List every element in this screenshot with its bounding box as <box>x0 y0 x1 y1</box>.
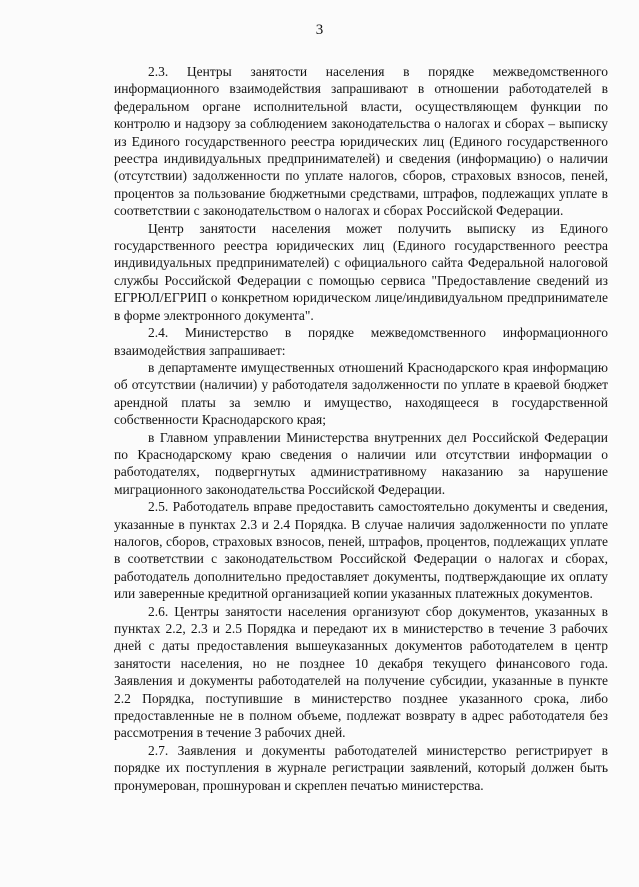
paragraph-egrul-extract: Центр занятости населения может получить выписку из Единого государственного реестра юридических лиц (Единого государственного реестра индивидуальных предпринимателей) с официального сайта Федеральной налоговой службы Российской Федерации с помощью сервиса "Предоставление сведений из ЕГРЮЛ/ЕГРИП о конкретном юридическом лице/индивидуальном предпринимателе в форме электронного документа". <box>114 220 608 323</box>
paragraph-2-5: 2.5. Работодатель вправе предоставить самостоятельно документы и сведения, указанные в пунктах 2.3 и 2.4 Порядка. В случае наличия задолженности по уплате налогов, сборов, страховых взносов, пеней, штрафов, процентов, подлежащих уплате в соответствии с законодательством Российской Федерации о налогах и сборах, работодатель дополнительно предоставляет документы, подтверждающие их оплату или заверенные кредитной организацией копии указанных платежных документов. <box>114 499 608 602</box>
document-body <box>114 63 608 794</box>
paragraph-2-4: 2.4. Министерство в порядке межведомственного информационного взаимодействия запрашивает: <box>114 325 608 358</box>
paragraph-2-7: 2.7. Заявления и документы работодателей министерство регистрирует в порядке их поступления в журнале регистрации заявлений, который должен быть пронумерован, прошнурован и скреплен печатью министерства. <box>114 742 608 793</box>
paragraph-property-department: в департаменте имущественных отношений Краснодарского края информацию об отсутствии (наличии) у работодателя задолженности по уплате в краевой бюджет арендной платы за землю и имущество, находящееся в государственной собственности Краснодарского края; <box>114 359 608 428</box>
paragraph-mvd-department: в Главном управлении Министерства внутренних дел Российской Федерации по Краснодарскому краю сведения о наличии или отсутствии информации о работодателях, подвергнутых административному наказанию за нарушение миграционного законодательства Российской Федерации. <box>114 429 608 497</box>
paragraph-2-3: 2.3. Центры занятости населения в порядке межведомственного информационного взаимодействия запрашивают в отношении работодателей в федеральном органе исполнительной власти, осуществляющем функции по контролю и надзору за соблюдением законодательства о налогах и сборах – выписку из Единого государственного реестра юридических лиц (Единого государственного реестра индивидуальных предпринимателей) и сведения (информацию) о наличии (отсутствии) задолженности по уплате налогов, сборов, страховых взносов, пеней, процентов за пользование бюджетными средствами, штрафов, подлежащих уплате в соответствии с законодательством о налогах и сборах Российской Федерации. <box>114 64 608 219</box>
page-number: 3 <box>315 22 324 38</box>
paragraph-2-6: 2.6. Центры занятости населения организуют сбор документов, указанных в пунктах 2.2, 2.3 и 2.5 Порядка и передают их в министерство в течение 3 рабочих дней с даты предоставления вышеуказанных документов работодателем в центр занятости населения, но не позднее 10 декабря текущего финансового года. Заявления и документы работодателей на получение субсидии, указанные в пункте 2.2 Порядка, поступившие в министерство позднее указанного срока, либо предоставленные не в полном объеме, подлежат возврату в адрес работодателя без рассмотрения в течение 3 рабочих дней. <box>114 603 608 741</box>
